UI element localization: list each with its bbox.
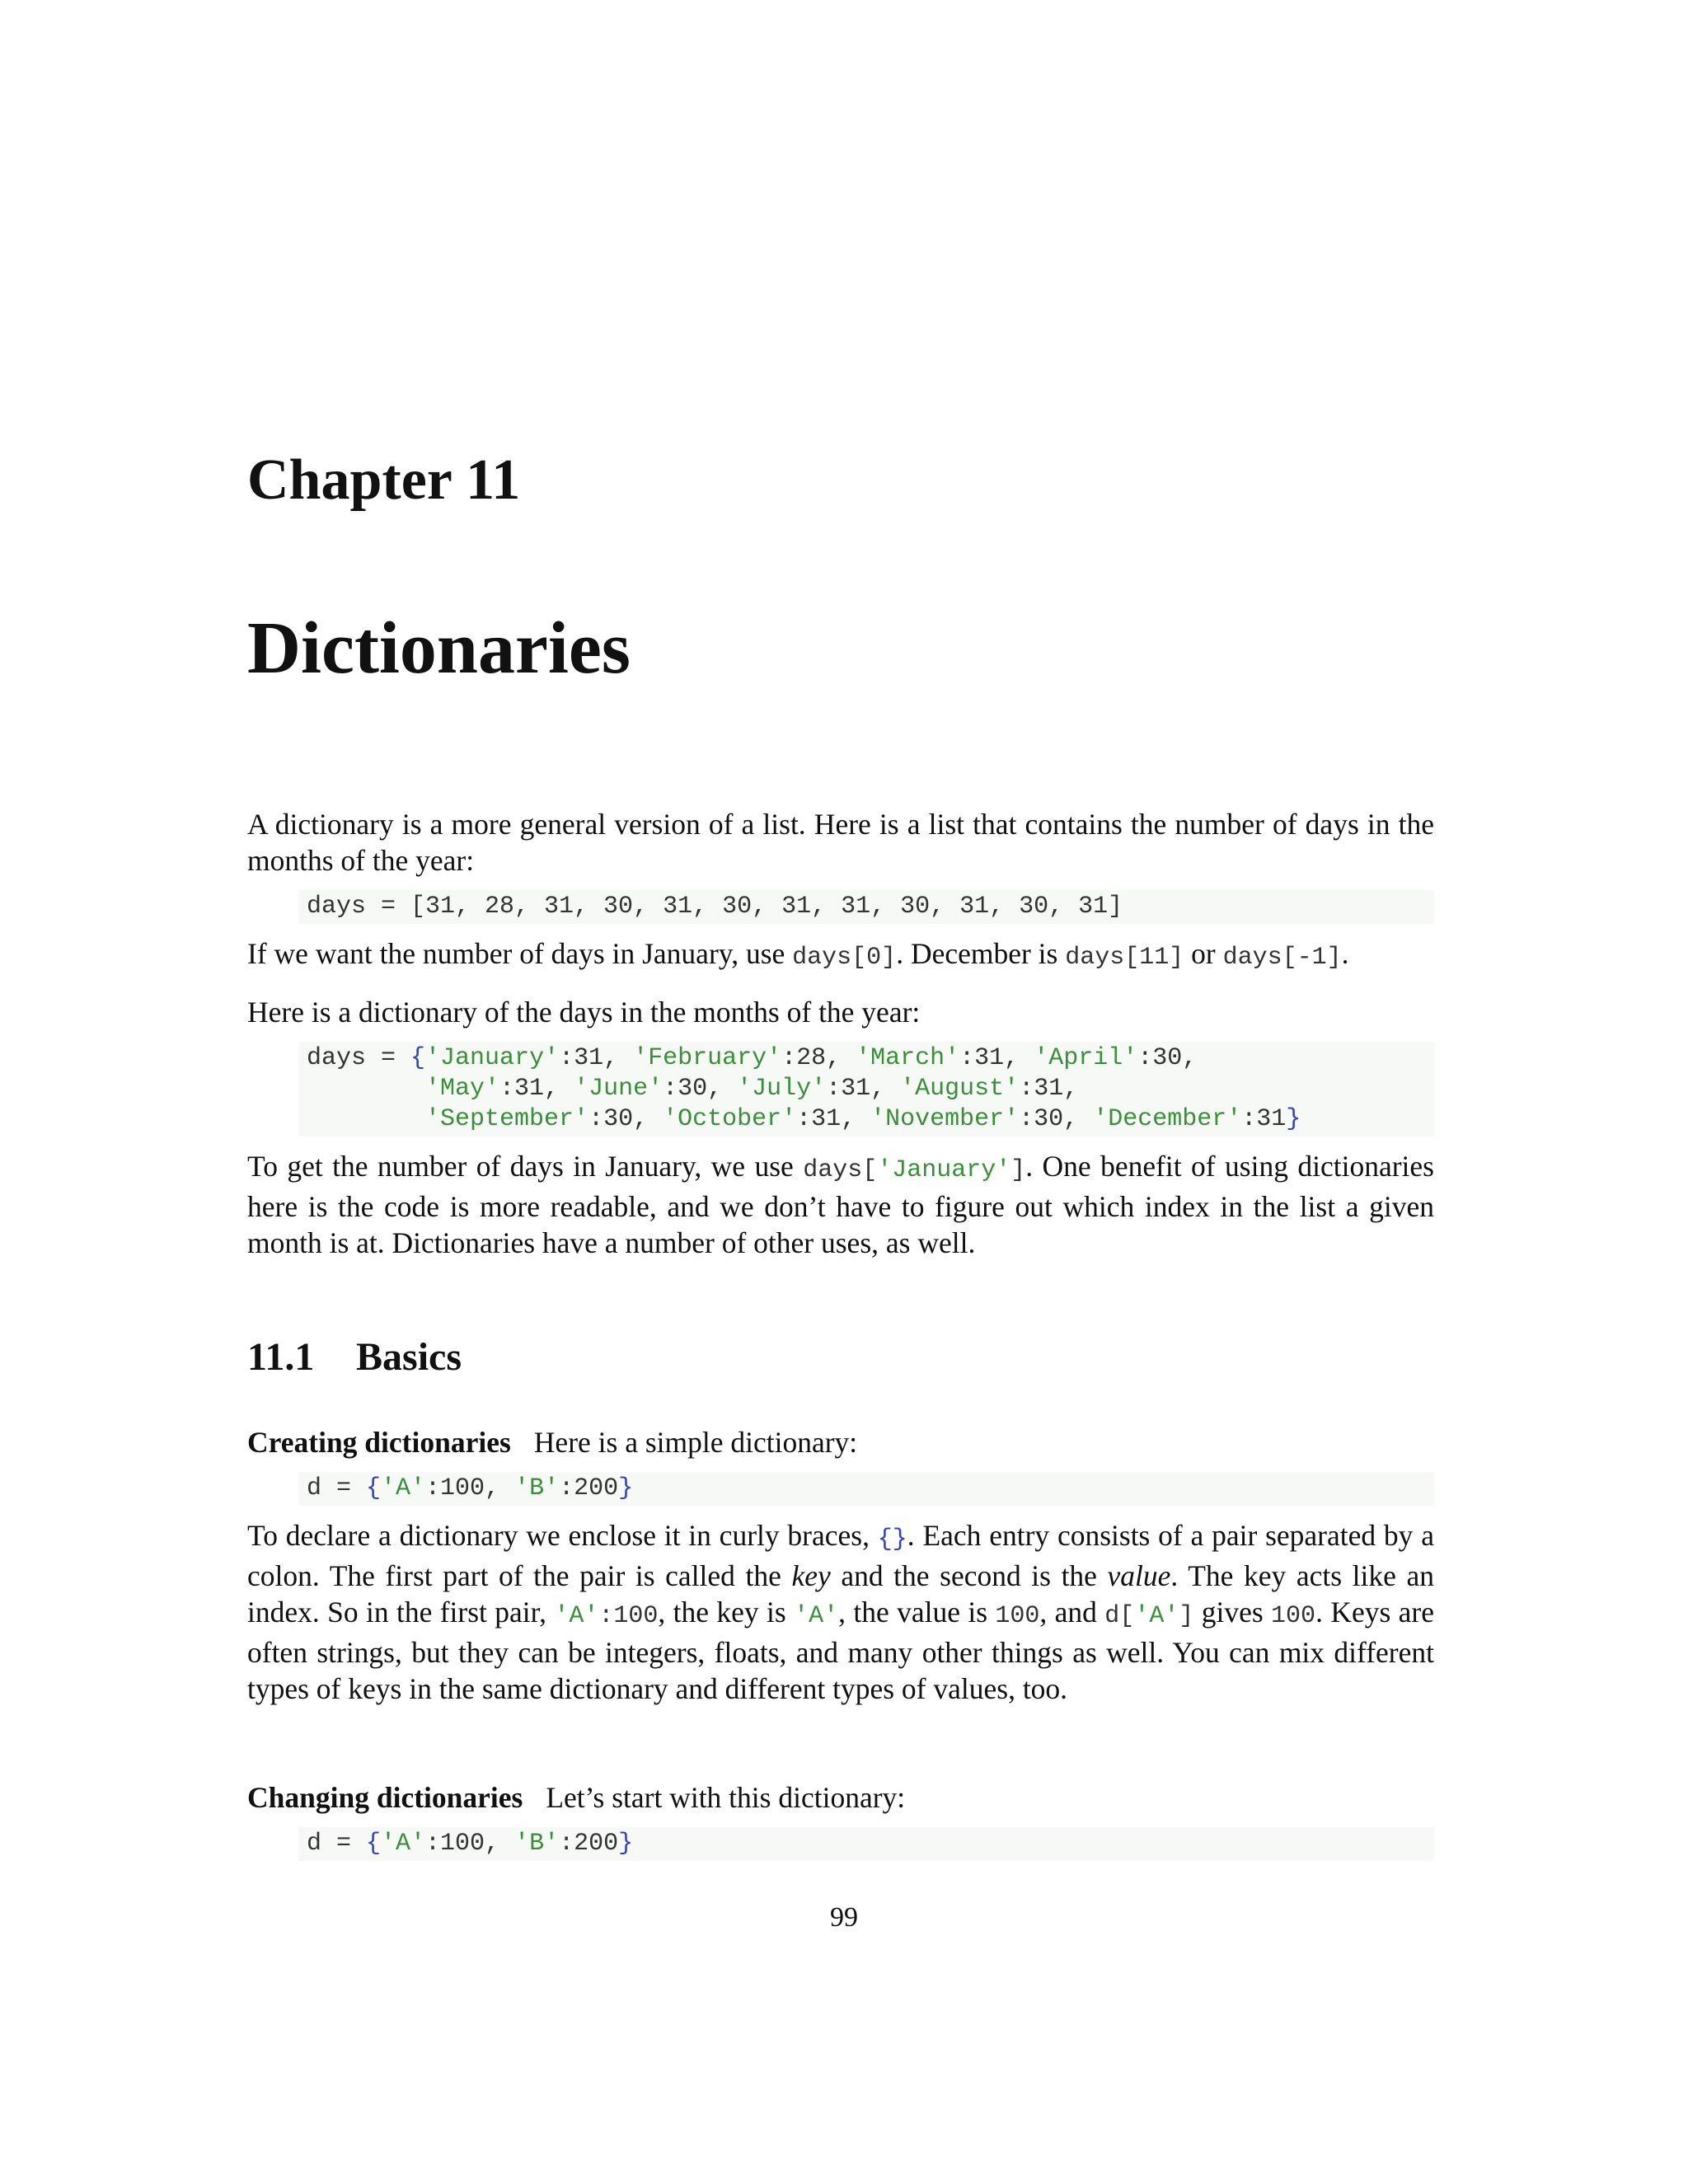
code-token: 'A': [381, 1474, 426, 1502]
code-token: :31,: [796, 1105, 871, 1133]
code-token: 'A': [381, 1829, 426, 1858]
section-number: 11.1: [247, 1335, 315, 1379]
inline-code: 'A': [1134, 1601, 1179, 1630]
code-token: d =: [307, 1474, 367, 1502]
code-block-list: days = [31, 28, 31, 30, 31, 30, 31, 31, 30, 31, 30, 31]: [298, 890, 1434, 924]
inline-code: 100: [995, 1601, 1040, 1630]
code-token: {: [410, 1044, 426, 1072]
paragraph-dict-intro: Here is a dictionary of the days in the months of the year:: [247, 996, 921, 1029]
code-token: {: [366, 1474, 382, 1502]
code-token: :31,: [559, 1044, 634, 1072]
paragraph-heading: Creating dictionaries: [247, 1425, 511, 1459]
paragraph-dict-benefit: To get the number of days in January, we use days['January']. One benefit of using dictionaries here is the code is more readable, and we don’t have to figure out which index in the list a given month is at. Dictionaries have a number of other uses, as well.: [247, 1150, 1434, 1259]
changing-dictionaries: [247, 1779, 1434, 1861]
inline-code: ]: [1179, 1601, 1194, 1630]
code-token: d =: [307, 1829, 367, 1858]
code-token: }: [1286, 1105, 1301, 1133]
code-token: }: [618, 1829, 634, 1858]
creating-lead: Creating dictionaries Here is a simple dictionary:: [247, 1425, 858, 1459]
code-token: 'February': [633, 1044, 782, 1072]
code-token: :100,: [425, 1829, 515, 1858]
code-token: 'September': [425, 1105, 589, 1133]
code-token: :30,: [1137, 1044, 1198, 1072]
code-token: :31,: [826, 1075, 901, 1103]
paragraph-list-index: If we want the number of days in January, use days[0]. December is days[11] or days[-1].: [247, 937, 1349, 972]
chapter-label: Chapter 11: [247, 448, 521, 512]
code-token: days =: [307, 1044, 411, 1072]
inline-code: {}: [877, 1525, 907, 1554]
inline-code: days['January']: [803, 1156, 1026, 1184]
code-token: 'December': [1093, 1105, 1242, 1133]
code-token: :200: [559, 1474, 619, 1502]
code-line: [307, 1074, 1426, 1104]
code-token: 'November': [870, 1105, 1020, 1133]
code-token: :31: [1241, 1105, 1287, 1133]
code-token: :30,: [1019, 1105, 1094, 1133]
emphasis: value: [1107, 1558, 1171, 1592]
page-number: 99: [830, 1902, 858, 1933]
code-token: 'June': [574, 1075, 663, 1103]
code-token: :30,: [663, 1075, 738, 1103]
code-token: :100,: [425, 1474, 515, 1502]
code-token: [307, 1075, 425, 1103]
inline-code: days[11]: [1065, 944, 1184, 972]
inline-code: 100: [1271, 1601, 1316, 1630]
code-token: 'May': [425, 1075, 500, 1103]
code-token: 'B': [514, 1474, 560, 1502]
code-token: [307, 1105, 425, 1133]
creating-dictionaries: [247, 1424, 1434, 1707]
code-token: 'January': [425, 1044, 560, 1072]
section-title: Basics: [356, 1335, 462, 1379]
code-token: 'March': [856, 1044, 960, 1072]
inline-code: 'A': [794, 1601, 839, 1630]
code-token: :200: [559, 1829, 619, 1858]
code-token: :31,: [1019, 1075, 1079, 1103]
intro-paragraph: A dictionary is a more general version of a list. Here is a list that contains the number of days in the months of the year:: [247, 808, 1434, 877]
changing-lead: Changing dictionaries Let’s start with this dictionary:: [247, 1780, 906, 1814]
code-token: {: [366, 1829, 382, 1858]
code-token: 'July': [737, 1075, 827, 1103]
code-token: 'October': [663, 1105, 797, 1133]
code-line: [307, 1043, 1426, 1074]
inline-code: :100: [598, 1601, 659, 1630]
code-token: :31,: [499, 1075, 574, 1103]
paragraph-dict-explanation: To declare a dictionary we enclose it in curly braces, {}. Each entry consists of a pair separated by a colon. The first part of the pair is called the key and the second is the value. The key acts like an index. So in the first pair, 'A':100, the key is 'A', the value is 100, and d['A'] gives 100. Keys are often strings, but they can be integers, floats, and many other things as well. You can mix different types of keys in the same dictionary and different types of values, too.: [247, 1518, 1434, 1705]
code-block-dict: [298, 1042, 1434, 1137]
inline-code: d[: [1104, 1601, 1135, 1630]
code-token: :30,: [588, 1105, 663, 1133]
paragraph-heading: Changing dictionaries: [247, 1780, 523, 1814]
code-block-simple-dict: [298, 1472, 1434, 1506]
emphasis: key: [791, 1558, 831, 1592]
body-text: [247, 806, 1434, 1872]
code-block-start-dict: [298, 1827, 1434, 1861]
code-token: 'August': [900, 1075, 1020, 1103]
chapter-title: Dictionaries: [247, 607, 631, 689]
code-line: [307, 1104, 1426, 1135]
section-heading: [247, 1333, 1434, 1381]
code-token: :28,: [781, 1044, 856, 1072]
inline-code: 'A': [554, 1601, 599, 1630]
code-token: 'April': [1034, 1044, 1138, 1072]
code-token: :31,: [959, 1044, 1034, 1072]
inline-code: days[0]: [792, 944, 897, 972]
code-token: 'B': [514, 1829, 560, 1858]
code-token: }: [618, 1474, 634, 1502]
inline-code: days[-1]: [1222, 944, 1342, 972]
